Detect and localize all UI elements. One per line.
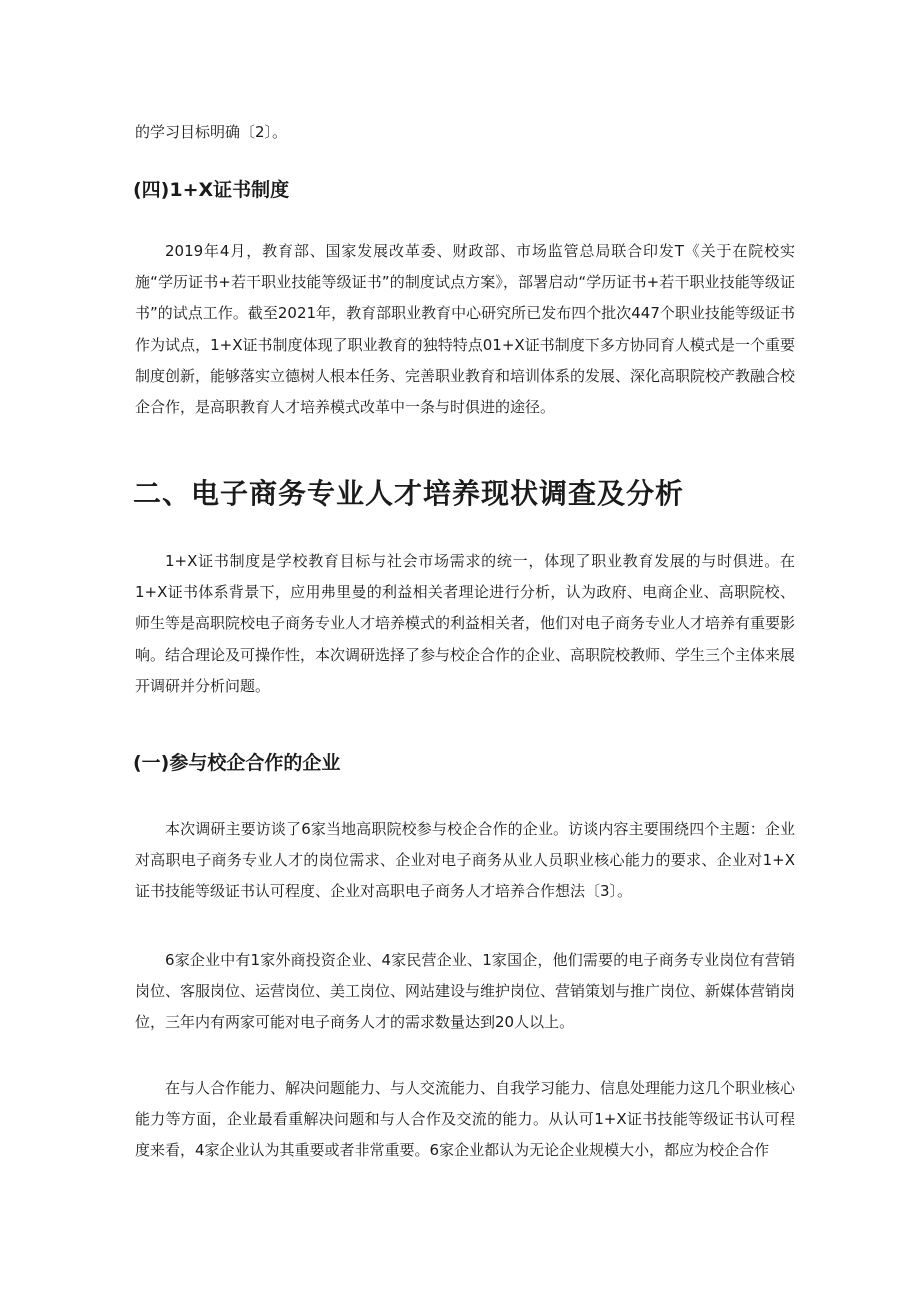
chapter-2-heading: 二、电子商务专业人才培养现状调查及分析 (133, 477, 685, 510)
section-4-heading: (四)1+X证书制度 (133, 179, 290, 201)
section-4-paragraph: 2019年4月，教育部、国家发展改革委、财政部、市场监管总局联合印发T《关于在院校实施“学历证书+若干职业技能等级证书”的制度试点方案》，部署启动“学历证书+若干职业技能等级证书”的试点工作。截至2021年，教育部职业教育中心研究所已发布四个批次447个职业技能等级证书作为试点，1+X证书制度体现了职业教育的独特特点01+X证书制度下多方协同育人模式是一个重要制度创新，能够落实立德树人根本任务、完善职业教育和培训体系的发展、深化高职院校产教融合校企合作，是高职教育人才培养模式改革中一条与时俱进的途径。 (135, 242, 796, 417)
section-1-paragraph-2: 6家企业中有1家外商投资企业、4家民营企业、1家国企，他们需要的电子商务专业岗位有营销岗位、客服岗位、运营岗位、美工岗位、网站建设与维护岗位、营销策划与推广岗位、新媒体营销岗位，三年内有两家可能对电子商务人才的需求数量达到20人以上。 (135, 951, 796, 1032)
section-1-heading: (一)参与校企合作的企业 (133, 752, 341, 774)
chapter-2-intro-paragraph: 1+X证书制度是学校教育目标与社会市场需求的统一，体现了职业教育发展的与时俱进。在1+X证书体系背景下，应用弗里曼的利益相关者理论进行分析，认为政府、电商企业、高职院校、师生等是高职院校电子商务专业人才培养模式的利益相关者，他们对电子商务专业人才培养有重要影响。结合理论及可操作性，本次调研选择了参与校企合作的企业、高职院校教师、学生三个主体来展开调研并分析问题。 (135, 552, 796, 695)
section-1-paragraph-3: 在与人合作能力、解决问题能力、与人交流能力、自我学习能力、信息处理能力这几个职业核心能力等方面，企业最看重解决问题和与人合作及交流的能力。从认可1+X证书技能等级证书认可程度来看，4家企业认为其重要或者非常重要。6家企业都认为无论企业规模大小，都应为校企合作 (135, 1079, 796, 1160)
carryover-paragraph: 的学习目标明确〔2〕。 (135, 123, 288, 141)
section-1-paragraph-1: 本次调研主要访谈了6家当地高职院校参与校企合作的企业。访谈内容主要围绕四个主题：企业对高职电子商务专业人才的岗位需求、企业对电子商务从业人员职业核心能力的要求、企业对1+X证书技能等级证书认可程度、企业对高职电子商务人才培养合作想法〔3〕。 (135, 820, 795, 901)
